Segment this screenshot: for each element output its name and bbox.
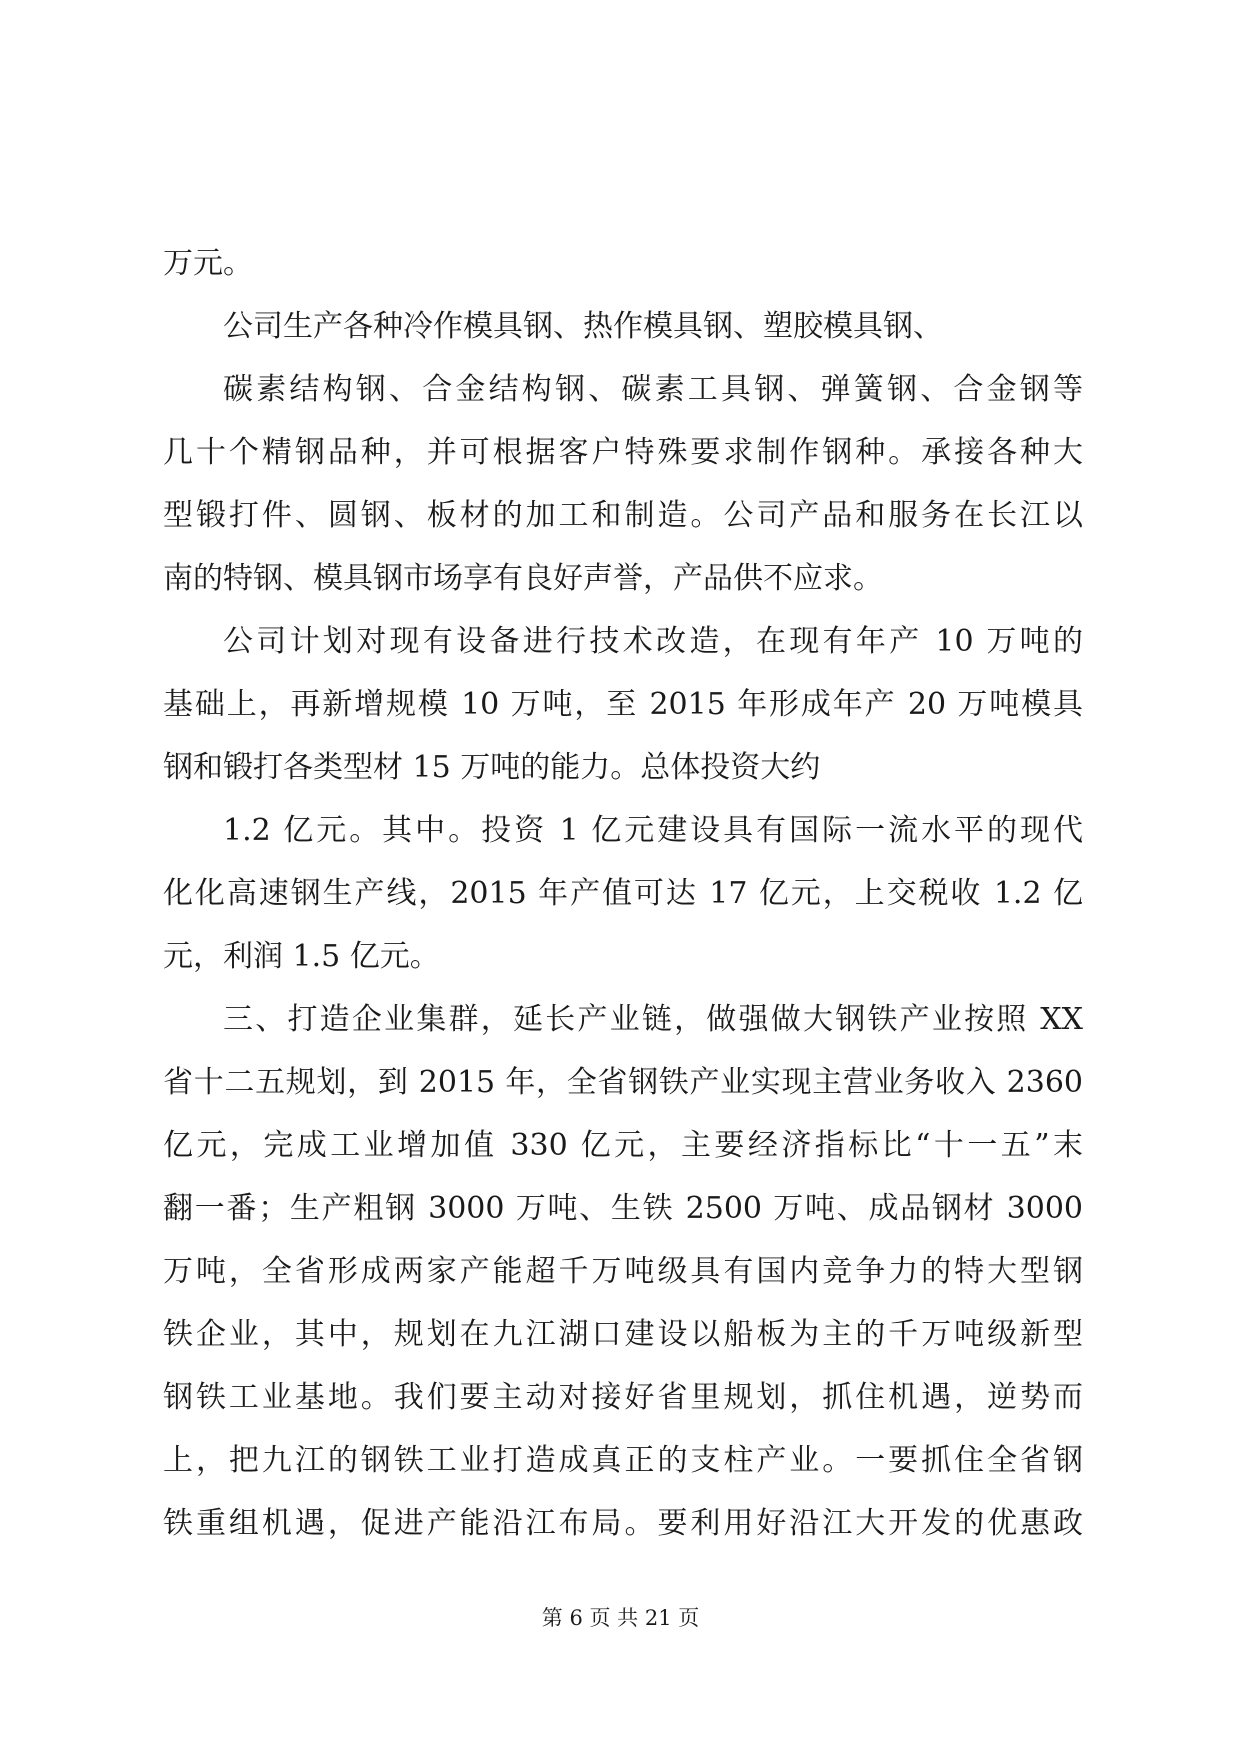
text-line: 万吨，全省形成两家产能超千万吨级具有国内竞争力的特大型钢 xyxy=(163,1254,1083,1289)
text-line: 公司生产各种冷作模具钢、热作模具钢、塑胶模具钢、 xyxy=(223,309,943,344)
document-body xyxy=(163,232,1083,1555)
text-line: 碳素结构钢、合金结构钢、碳素工具钢、弹簧钢、合金钢等 xyxy=(223,372,1083,407)
text-line: 基础上，再新增规模 10 万吨，至 2015 年形成年产 20 万吨模具 xyxy=(163,687,1083,722)
text-line: 上，把九江的钢铁工业打造成真正的支柱产业。一要抓住全省钢 xyxy=(163,1443,1083,1478)
text-line: 公司计划对现有设备进行技术改造，在现有年产 10 万吨的 xyxy=(223,624,1083,659)
text-line: 三、打造企业集群，延长产业链，做强做大钢铁产业按照 XX xyxy=(223,1002,1083,1037)
text-line: 几十个精钢品种，并可根据客户特殊要求制作钢种。承接各种大 xyxy=(163,435,1083,470)
text-line: 亿元，完成工业增加值 330 亿元，主要经济指标比“十一五”末 xyxy=(163,1128,1083,1163)
text-line: 南的特钢、模具钢市场享有良好声誉，产品供不应求。 xyxy=(163,561,883,596)
text-line: 省十二五规划，到 2015 年，全省钢铁产业实现主营业务收入 2360 xyxy=(163,1065,1083,1100)
text-line: 钢和锻打各类型材 15 万吨的能力。总体投资大约 xyxy=(163,750,821,785)
text-line: 型锻打件、圆钢、板材的加工和制造。公司产品和服务在长江以 xyxy=(163,498,1083,533)
text-line: 钢铁工业基地。我们要主动对接好省里规划，抓住机遇，逆势而 xyxy=(163,1380,1083,1415)
text-line: 翻一番；生产粗钢 3000 万吨、生铁 2500 万吨、成品钢材 3000 xyxy=(163,1191,1083,1226)
text-line: 元，利润 1.5 亿元。 xyxy=(163,939,440,974)
text-line: 化化高速钢生产线，2015 年产值可达 17 亿元，上交税收 1.2 亿 xyxy=(163,876,1083,911)
text-line: 铁重组机遇，促进产能沿江布局。要利用好沿江大开发的优惠政 xyxy=(163,1506,1083,1541)
text-line: 1.2 亿元。其中。投资 1 亿元建设具有国际一流水平的现代 xyxy=(223,813,1083,848)
page-number-footer: 第 6 页 共 21 页 xyxy=(541,1606,700,1630)
text-line: 铁企业，其中，规划在九江湖口建设以船板为主的千万吨级新型 xyxy=(163,1317,1083,1352)
text-line: 万元。 xyxy=(163,246,253,281)
